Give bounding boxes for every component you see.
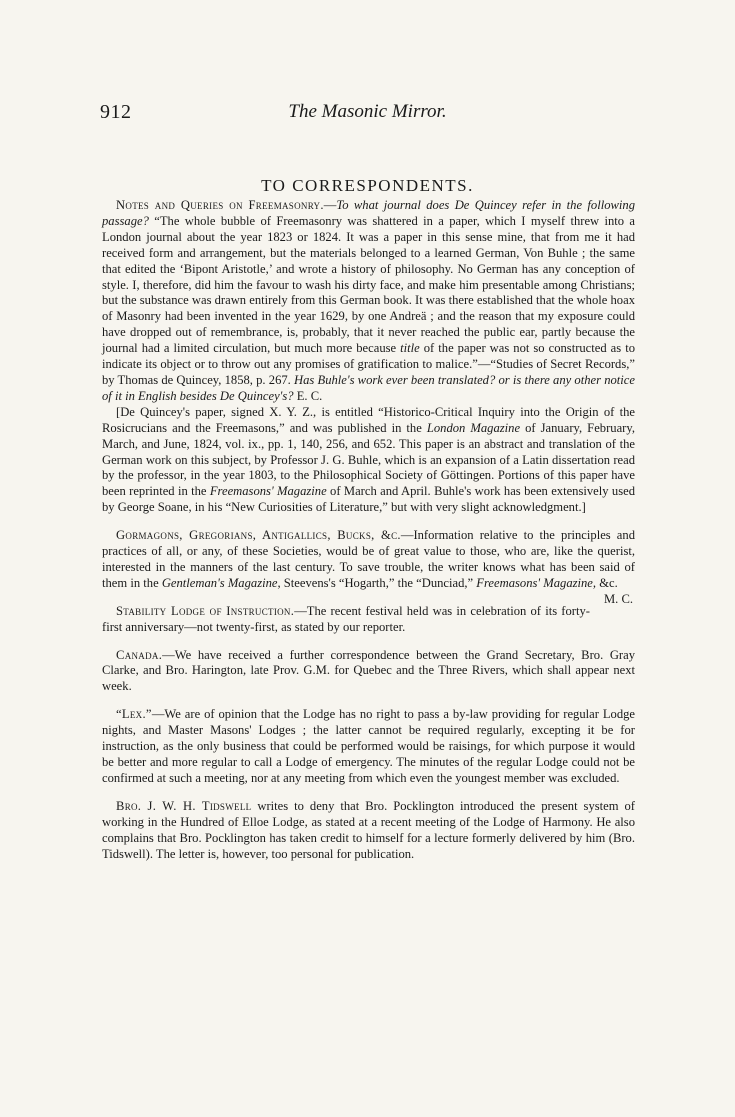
- item-text: —We are of opinion that the Lodge has no right to pass a by-law providing for regular Lodge nights, and Master Masons' Lodges ; the latter cannot be required regularly, excepting it be for instruction, as the only business that could be performed would be raisings, for which purpose it would be better and more regular to call a Lodge of emergency. The minutes of the regular Lodge could not be confirmed at such a meeting, nor at any meeting from which even the youngest member was excluded.: [102, 707, 635, 785]
- london-magazine: London Magazine: [426, 420, 521, 435]
- quotation-text: “The whole bubble of Freemasonry was shattered in a paper, which I myself threw into a London journal about the year 1823 or 1824. It was a paper in this sense mine, that from me it had received form and arrangement, but the materials belonged to a learned German, Von Buhle ; the same that edited the ‘Bipont Aristotle,’ and wrote a history of philosophy. No German has any conception of style. I, therefore, did him the favour to wash his dirty face, and make him presentable among Christians; but the substance was drawn entirely from this German book. It was there established that the whole hoax of Masonry had been invented in the year 1629, by one Andreä ; and the reason that my exposure could have dropped out of remembrance, is, probably, that it never reached the public ear, partly because the journal had a limited circulation, but much more because: [102, 213, 635, 356]
- item-heading: Stability Lodge of Instruction.: [116, 603, 295, 618]
- query-text-2: Has Buhle's work ever been translated? or is there any other notice of it in English besides De Quincey's?: [102, 372, 635, 403]
- freemasons-magazine: Freemasons' Magazine,: [476, 575, 597, 590]
- signature: M. C.: [603, 591, 633, 606]
- reply-text-a: [De Quincey's paper, signed X. Y. Z., is entitled “Historico-Critical Inquiry into the Origin of the Rosicrucians and the Freemasons,” and was published in the: [102, 404, 635, 435]
- freemasons-magazine: Freemasons' Magazine: [209, 484, 327, 499]
- page-number: 912: [100, 101, 132, 123]
- item-text-a: —Information relative to the principles and practices of all, or any, of these Societies, would be of great value to those, who are, like the querist, interested in the manners of the last century. To save trouble, the writer knows what has been said of them in the: [102, 528, 635, 590]
- item-text: —The recent festival held was in celebration of its forty-first anniversary—not twenty-first, as stated by our reporter.: [102, 603, 590, 634]
- lex-paragraph: [102, 707, 635, 787]
- item-dash: —: [323, 198, 337, 212]
- item-heading: Gormagons, Gregorians, Antigallics, Bucks, &c.: [116, 528, 401, 543]
- tidswell-paragraph: [102, 799, 635, 863]
- item-heading: Canada.: [116, 647, 163, 662]
- query-text: To what journal does De Quincey refer in the following passage?: [102, 198, 636, 228]
- item-heading: Bro. J. W. H. Tidswell: [116, 798, 252, 813]
- canada-paragraph: [102, 648, 635, 696]
- reply-text-b: of January, February, March, and June, 1824, vol. ix., pp. 1, 140, 256, and 652. This paper is an abstract and translation of the German work on this subject, by Professor J. G. Buhle, which is an expansion of a Latin dissertation read by the professor, in the year 1803, to the Philosophical Society of Göttingen. Portions of this paper have been reprinted in the: [102, 420, 635, 499]
- notes-and-queries-paragraph: [102, 198, 635, 405]
- gentlemans-magazine: Gentleman's Magazine,: [161, 575, 281, 590]
- item-text-c: &c.: [596, 575, 618, 590]
- running-title: The Masonic Mirror.: [288, 101, 447, 122]
- item-text: writes to deny that Bro. Pocklington introduced the present system of working in the Hundred of Elloe Lodge, as stated at a recent meeting of the Lodge of Harmony. He also complains that Bro. Pocklington has taken credit to himself for a lecture formerly delivered by him (Bro. Tidswell). The letter is, however, too personal for publication.: [102, 798, 635, 861]
- editor-reply-paragraph: [102, 405, 635, 516]
- item-heading: Notes and Queries on Freemasonry.: [116, 198, 324, 212]
- title-word: title: [400, 341, 420, 356]
- item-text: —We have received a further correspondence between the Grand Secretary, Bro. Gray Clarke, and Bro. Harington, late Prov. G.M. for Quebec and the Three Rivers, which shall appear next week.: [102, 647, 635, 694]
- gormagons-paragraph: [102, 528, 635, 606]
- page-header: [100, 101, 635, 127]
- stability-lodge-paragraph: [102, 604, 635, 636]
- section-title: TO CORRESPONDENTS.: [261, 176, 474, 195]
- quotation-text-continued: of the paper was not so constructed as to indicate its object or to throw out any promises of gratification to malice.”—“Studies of Secret Records,” by Thomas de Quincey, 1858, p. 267.: [102, 341, 635, 387]
- item-text-b: Steevens's “Hogarth,” the “Dunciad,”: [280, 575, 477, 590]
- reply-text-c: of March and April. Buhle's work has been extensively used by George Soane, in his “New Curiosities of Literature,” but with very slight acknowledgment.]: [102, 484, 635, 515]
- correspondence-body: [102, 198, 635, 862]
- signature: E. C.: [296, 388, 323, 403]
- item-heading: “Lex.”: [116, 707, 152, 722]
